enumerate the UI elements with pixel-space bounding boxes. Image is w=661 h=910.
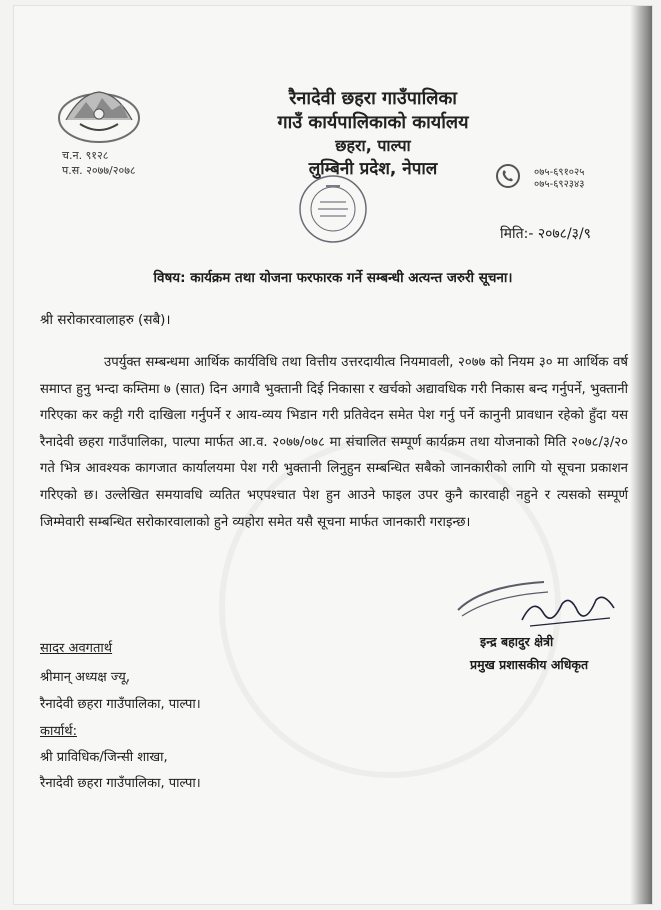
telephone-1: ०७५-६९१०२५ — [534, 167, 585, 178]
footer-label-action: कार्यार्थ: — [40, 724, 77, 739]
patra-sankhya: प.स. २०७७/२०७८ — [62, 164, 136, 177]
signatory-title: प्रमुख प्रशासकीय अधिकृत — [470, 657, 589, 672]
letterhead-line1: रैनादेवी छहरा गाउँपालिका — [289, 88, 457, 109]
office-stamp — [296, 172, 370, 246]
letter-body: उपर्युक्त सम्बन्धमा आर्थिक कार्यविधि तथा वित्तीय उत्तरदायीत्व नियमावली, २०७७ को नियम ३० मा आर्थिक वर्ष समाप्त हुनु भन्दा कम्तिमा ७ (सात) दिन अगावै भुक्तानी दिई निकासा र खर्चको अद्यावधिक गरी निकास बन्द गर्नुपर्ने, भुक्तानी गरिएका कर कट्टी गरी दाखिला गर्नुपर्ने र आय-व्यय भिडान गरी प्रतिवेदन समेत पेश गर्नु पर्ने कानुनी प्रावधान रहेको हुँदा यस रैनादेवी छहरा गाउँपालिका, पाल्पा मार्फत आ.व. २०७७/०७८ मा संचालित सम्पूर्ण कार्यक्रम तथा योजनाको मिति २०७८/३/२० गते भित्र आवश्यक कागजात कार्यालयमा पेश गरी भुक्तानी लिनुहुन सम्बन्धित सबैको जानकारीको लागि यो सूचना प्रकाशन गरिएको छ। उल्लेखित समयावधि व्यतित भएपश्चात पेश हुन आउने फाइल उपर कुनै कारवाही नहुने र त्यसको सम्पूर्ण जिम्मेवारी सम्बन्धित सरोकारवालाको हुने व्यहोरा समेत यसै सूचना मार्फत जानकारी गराइन्छ। — [40, 355, 628, 530]
letter-recipient: श्री सरोकारवालाहरु (सबै)। — [40, 312, 171, 328]
letterhead-line2: गाउँ कार्यपालिकाको कार्यालय — [277, 112, 469, 133]
footer-line2: रैनादेवी छहरा गाउँपालिका, पाल्पा। — [40, 697, 201, 712]
letter-subject: विषय: कार्यक्रम तथा योजना फरफारक गर्ने सम्बन्धी अत्यन्त जरुरी सूचना। — [153, 270, 513, 286]
footer-label-info: सादर अवगतार्थ — [40, 641, 113, 656]
chalani-number: च.न. ९१२८ — [62, 149, 109, 162]
footer-line3: श्री प्राविधिक/जिन्सी शाखा, — [40, 750, 168, 765]
letterhead-line4: लुम्बिनी प्रदेश, नेपाल — [308, 159, 438, 179]
signature — [514, 590, 622, 630]
letterhead-line3: छहरा, पाल्पा — [335, 136, 411, 155]
letter-page — [14, 6, 652, 904]
footer-line4: रैनादेवी छहरा गाउँपालिका, पाल्पा। — [40, 776, 201, 791]
footer-line1: श्रीमान् अध्यक्ष ज्यू, — [40, 670, 130, 685]
letter-date: मिति:- २०७८/३/९ — [500, 226, 591, 242]
telephone-2: ०७५-६९२३४३ — [534, 179, 585, 190]
scan-edge-shadow — [630, 6, 652, 904]
signatory-name: इन्द्र बहादुर क्षेत्री — [480, 634, 554, 649]
phone-icon — [496, 164, 520, 188]
